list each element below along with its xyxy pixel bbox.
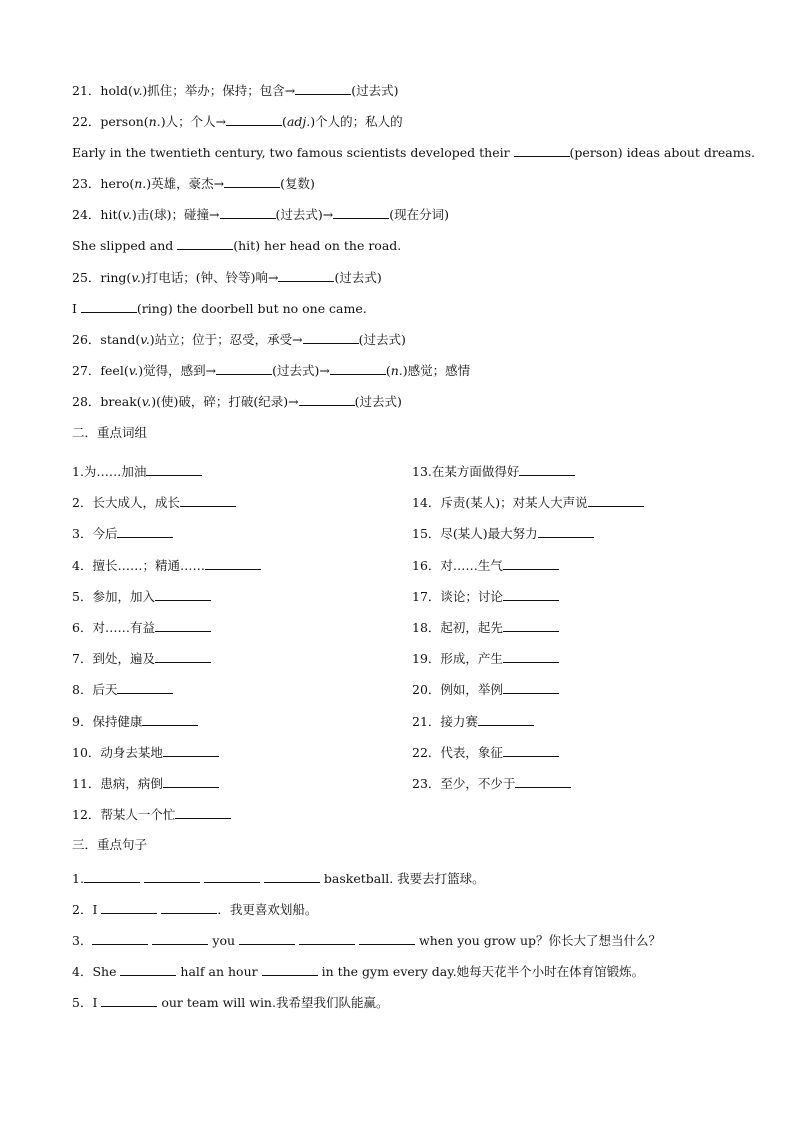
- answer-blank[interactable]: [205, 557, 261, 570]
- phrase-item: 22．代表，象征: [412, 744, 559, 761]
- answer-blank[interactable]: [503, 588, 559, 601]
- phrase-item: 10．动身去某地: [72, 744, 219, 761]
- answer-blank[interactable]: [299, 393, 355, 406]
- answer-blank[interactable]: [101, 901, 157, 914]
- answer-blank[interactable]: [299, 932, 355, 945]
- phrase-item: 12．帮某人一个忙: [72, 806, 231, 823]
- answer-blank[interactable]: [204, 870, 260, 883]
- answer-blank[interactable]: [220, 206, 276, 219]
- answer-blank[interactable]: [295, 82, 351, 95]
- sentence-item-2: 2．I ．我更喜欢划船。: [72, 902, 318, 917]
- answer-blank[interactable]: [278, 269, 334, 282]
- sentence-item-3: 3． you when you grow up？你长大了想当什么？: [72, 933, 662, 948]
- answer-blank[interactable]: [330, 362, 386, 375]
- phrase-item: 1.为……加油: [72, 463, 202, 480]
- vocab-item-24: 24．hit(v.)击(球)；碰撞→ (过去式)→ (现在分词): [72, 207, 450, 222]
- phrase-item: 8．后天: [72, 681, 173, 698]
- phrase-item: 4．擅长……；精通……: [72, 557, 261, 574]
- phrase-item: 9．保持健康: [72, 713, 198, 730]
- example-sentence-25: I (ring) the doorbell but no one came.: [72, 301, 367, 316]
- answer-blank[interactable]: [503, 650, 559, 663]
- phrase-item: 19．形成，产生: [412, 650, 559, 667]
- phrase-item: 21．接力赛: [412, 713, 534, 730]
- phrase-item: 3．今后: [72, 525, 173, 542]
- answer-blank[interactable]: [538, 525, 594, 538]
- answer-blank[interactable]: [161, 901, 217, 914]
- phrase-item: 11．患病，病倒: [72, 775, 219, 792]
- phrase-item: 23．至少，不少于: [412, 775, 571, 792]
- answer-blank[interactable]: [155, 588, 211, 601]
- answer-blank[interactable]: [146, 463, 202, 476]
- answer-blank[interactable]: [503, 681, 559, 694]
- section-heading-sentences: 三．重点句子: [72, 837, 148, 852]
- answer-blank[interactable]: [216, 362, 272, 375]
- example-sentence-24: She slipped and (hit) her head on the road.: [72, 238, 402, 253]
- answer-blank[interactable]: [117, 681, 173, 694]
- phrase-item: 20．例如，举例: [412, 681, 559, 698]
- vocab-item-21: 21．hold(v.)抓住；举办；保持；包含→ (过去式): [72, 83, 399, 98]
- answer-blank[interactable]: [152, 932, 208, 945]
- answer-blank[interactable]: [84, 870, 140, 883]
- answer-blank[interactable]: [155, 650, 211, 663]
- vocab-item-22: 22．person(n.)人；个人→ (adj.)个人的；私人的: [72, 114, 403, 129]
- answer-blank[interactable]: [514, 144, 570, 157]
- sentence-item-4: 4．She half an hour in the gym every day.她每天花半个小时在体育馆锻炼。: [72, 964, 645, 979]
- phrase-item: 5．参加，加入: [72, 588, 211, 605]
- answer-blank[interactable]: [120, 963, 176, 976]
- answer-blank[interactable]: [359, 932, 415, 945]
- answer-blank[interactable]: [180, 494, 236, 507]
- answer-blank[interactable]: [177, 237, 233, 250]
- answer-blank[interactable]: [226, 113, 282, 126]
- phrase-item: 15．尽(某人)最大努力: [412, 525, 594, 542]
- answer-blank[interactable]: [155, 619, 211, 632]
- answer-blank[interactable]: [101, 994, 157, 1007]
- answer-blank[interactable]: [175, 806, 231, 819]
- answer-blank[interactable]: [144, 870, 200, 883]
- vocab-item-25: 25．ring(v.)打电话；(钟、铃等)响→ (过去式): [72, 270, 382, 285]
- phrase-item: 14．斥责(某人)；对某人大声说: [412, 494, 644, 511]
- phrase-item: 16．对……生气: [412, 557, 559, 574]
- answer-blank[interactable]: [92, 932, 148, 945]
- answer-blank[interactable]: [303, 331, 359, 344]
- answer-blank[interactable]: [163, 775, 219, 788]
- phrase-item: 6．对……有益: [72, 619, 211, 636]
- example-sentence-22: Early in the twentieth century, two famous scientists developed their (person) ideas about dreams.: [72, 145, 755, 160]
- vocab-item-27: 27．feel(v.)觉得，感到→ (过去式)→ (n.)感觉；感情: [72, 363, 471, 378]
- answer-blank[interactable]: [503, 619, 559, 632]
- answer-blank[interactable]: [262, 963, 318, 976]
- phrase-item: 13.在某方面做得好: [412, 463, 575, 480]
- phrase-item: 17．谈论；讨论: [412, 588, 559, 605]
- answer-blank[interactable]: [264, 870, 320, 883]
- section-heading-phrases: 二．重点词组: [72, 425, 148, 440]
- answer-blank[interactable]: [224, 175, 280, 188]
- vocab-item-23: 23．hero(n.)英雄，豪杰→ (复数): [72, 176, 315, 191]
- sentence-item-1: 1. basketball. 我要去打篮球。: [72, 871, 485, 886]
- phrase-item: 18．起初，起先: [412, 619, 559, 636]
- answer-blank[interactable]: [503, 744, 559, 757]
- answer-blank[interactable]: [515, 775, 571, 788]
- answer-blank[interactable]: [478, 713, 534, 726]
- phrase-item: 7．到处，遍及: [72, 650, 211, 667]
- answer-blank[interactable]: [503, 557, 559, 570]
- vocab-item-26: 26．stand(v.)站立；位于；忍受，承受→ (过去式): [72, 332, 406, 347]
- phrase-item: 2．长大成人，成长: [72, 494, 236, 511]
- sentence-item-5: 5．I our team will win.我希望我们队能赢。: [72, 995, 389, 1010]
- answer-blank[interactable]: [333, 206, 389, 219]
- answer-blank[interactable]: [588, 494, 644, 507]
- answer-blank[interactable]: [519, 463, 575, 476]
- answer-blank[interactable]: [117, 525, 173, 538]
- answer-blank[interactable]: [142, 713, 198, 726]
- answer-blank[interactable]: [81, 300, 137, 313]
- answer-blank[interactable]: [239, 932, 295, 945]
- answer-blank[interactable]: [163, 744, 219, 757]
- vocab-item-28: 28．break(v.)(使)破，碎；打破(纪录)→ (过去式): [72, 394, 402, 409]
